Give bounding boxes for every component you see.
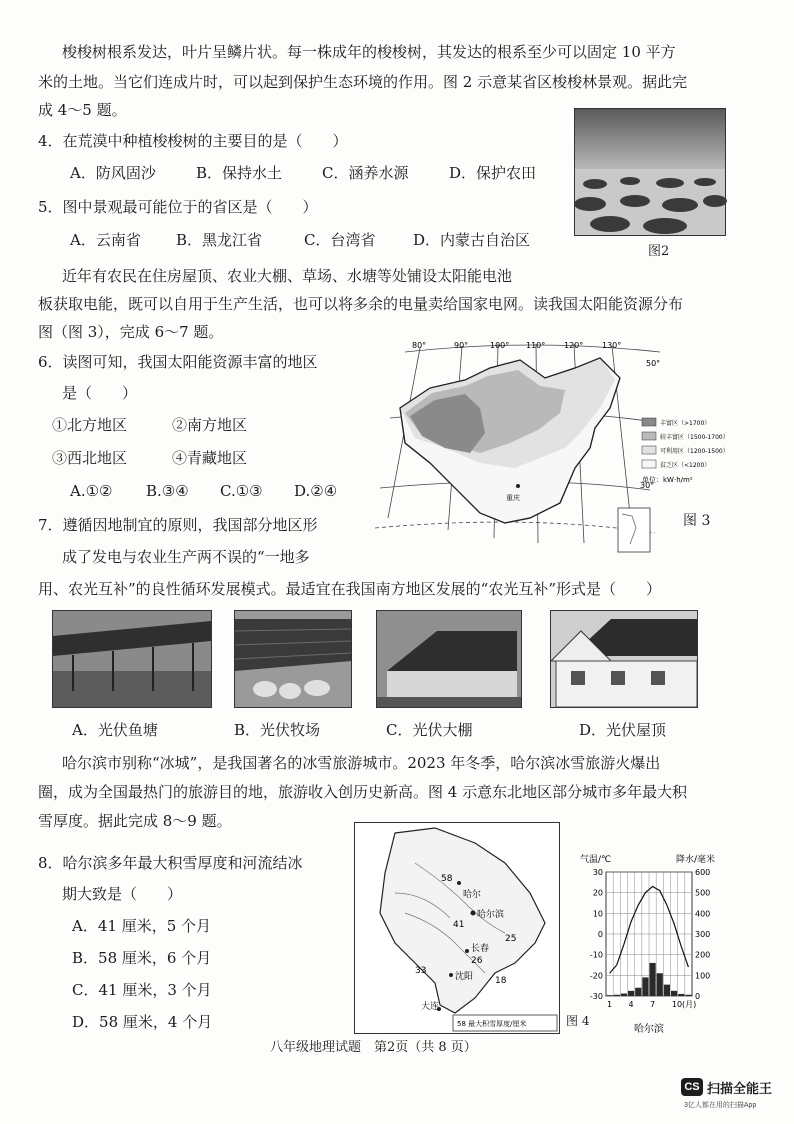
left-tick-label: -20: [589, 971, 603, 981]
map-value: 41: [453, 920, 465, 930]
pv-pasture-photo: [234, 610, 352, 708]
intro-text-line: 哈尔滨市别称“冰城”，是我国著名的冰雪旅游城市。2023 年冬季，哈尔滨冰雪旅游火爆出: [62, 754, 661, 772]
left-tick-label: -10: [589, 950, 603, 960]
intro-text-line: 图（图 3），完成 6～7 题。: [38, 323, 224, 341]
right-tick-label: 400: [695, 909, 711, 919]
q5-option-c: C．台湾省: [304, 231, 376, 249]
q5-option-b: B．黑龙江省: [176, 231, 263, 249]
q8-option-d: D．58 厘米，4 个月: [72, 1013, 213, 1031]
pv-fishpond-photo: [52, 610, 212, 708]
q6-item-1: ①北方地区: [52, 416, 128, 434]
pv-greenhouse-photo: [376, 610, 522, 708]
q6-option-c: C.①③: [220, 482, 263, 500]
map-value: 33: [415, 966, 427, 976]
q4-option-a: A．防风固沙: [70, 164, 156, 182]
left-tick-label: 10: [592, 909, 603, 919]
legend-poor: 贫乏区（<1200）: [660, 462, 711, 469]
question-7-stem: 用、农光互补”的良性循环发展模式。最适宜在我国南方地区发展的“农光互补”形式是（ ）: [38, 580, 662, 598]
precip-bar: [685, 995, 691, 996]
scanner-logo: CS: [681, 1078, 703, 1096]
left-tick-label: 30: [592, 868, 603, 877]
map-value: 58: [441, 874, 453, 884]
q8-option-c: C．41 厘米，3 个月: [72, 981, 212, 999]
intro-text-line: 圈，成为全国最热门的旅游目的地，旅游收入创历史新高。图 4 示意东北地区部分城市多年最大积: [38, 783, 688, 801]
map-city-label: 沈阳: [455, 972, 474, 982]
question-7-stem: 7．遵循因地制宜的原则，我国部分地区形: [38, 516, 318, 534]
question-8-stem: 期大致是（ ）: [62, 885, 183, 903]
map-city-label: 哈尔: [463, 890, 482, 900]
intro-text-line: 板获取电能，既可以自用于生产生活，也可以将多余的电量卖给国家电网。读我国太阳能资源分布: [38, 295, 684, 313]
map-value: 25: [505, 934, 517, 944]
intro-text-line: 米的土地。当它们连成片时，可以起到保护生态环境的作用。图 2 示意某省区梭梭林景观。据此完: [38, 73, 688, 91]
q5-option-a: A．云南省: [70, 231, 141, 249]
question-6-stem: 6．读图可知，我国太阳能资源丰富的地区: [38, 353, 318, 371]
x-tick-label: 10(月): [671, 1000, 697, 1009]
northeast-snow-map: [354, 822, 560, 1034]
precip-bar: [642, 977, 648, 996]
precip-bar: [621, 994, 627, 996]
question-7-stem: 成了发电与农业生产两不误的“一地多: [62, 548, 310, 566]
precip-bar: [628, 991, 634, 996]
q7-option-c: C．光伏大棚: [386, 721, 473, 739]
map-value: 18: [495, 976, 507, 986]
lon-label: 80°: [412, 341, 427, 350]
precip-bar: [635, 988, 641, 996]
q8-option-a: A．41 厘米，5 个月: [72, 917, 211, 935]
left-tick-label: 20: [592, 888, 603, 898]
solar-resource-map: [370, 338, 729, 560]
climate-chart-title: 哈尔滨: [634, 1024, 664, 1035]
q6-option-d: D.②④: [294, 482, 338, 500]
scanner-brand: 扫描全能王: [707, 1081, 773, 1096]
q5-option-d: D．内蒙古自治区: [413, 231, 531, 249]
saxaul-forest-photo: [574, 108, 726, 236]
lon-label: 130°: [602, 341, 622, 350]
x-tick-label: 1: [607, 1000, 613, 1009]
pv-rooftop-photo: [550, 610, 698, 708]
q6-option-a: A.①②: [70, 482, 113, 500]
q4-option-d: D．保护农田: [449, 164, 537, 182]
precip-bar: [607, 995, 613, 996]
label-chongqing: 重庆: [506, 494, 520, 502]
precip-bar: [678, 994, 684, 996]
map-city-label: 哈尔滨: [477, 910, 505, 920]
right-tick-label: 600: [695, 868, 711, 877]
scanner-tagline: 3亿人都在用的扫描App: [684, 1102, 757, 1109]
x-tick-label: 4: [628, 1000, 634, 1009]
precip-bar: [664, 985, 670, 996]
lon-label: 120°: [564, 341, 584, 350]
q6-option-b: B.③④: [146, 482, 189, 500]
question-6-stem: 是（ ）: [62, 384, 138, 402]
page-footer: 八年级地理试题 第2页（共 8 页）: [270, 1040, 477, 1055]
q4-option-c: C．涵养水源: [322, 164, 409, 182]
right-axis-title: 降水/毫米: [676, 855, 716, 865]
lon-label: 90°: [454, 341, 469, 350]
intro-text-line: 成 4～5 题。: [38, 101, 127, 119]
q7-option-d: D．光伏屋顶: [579, 721, 667, 739]
right-tick-label: 300: [695, 930, 711, 939]
lon-label: 100°: [490, 341, 510, 350]
left-axis-title: 气温/℃: [580, 855, 612, 865]
right-tick-label: 200: [695, 950, 711, 960]
q6-item-2: ②南方地区: [172, 416, 248, 434]
precip-bar: [650, 963, 656, 996]
intro-text-line: 梭梭树根系发达，叶片呈鳞片状。每一株成年的梭梭树，其发达的根系至少可以固定 10 平方: [62, 43, 676, 61]
right-tick-label: 0: [695, 992, 701, 1001]
precip-bar: [614, 995, 620, 996]
map-city-label: 大连: [421, 1002, 440, 1012]
legend-rich: 丰富区（>1700）: [660, 420, 711, 427]
map-value: 26: [471, 956, 483, 966]
harbin-climate-chart: [566, 852, 736, 1036]
question-4-stem: 4．在荒漠中种植梭梭树的主要目的是（ ）: [38, 132, 348, 150]
precip-bar: [657, 973, 663, 996]
intro-text-line: 近年有农民在住房屋顶、农业大棚、草场、水塘等处铺设太阳能电池: [62, 267, 513, 285]
q4-option-b: B．保持水土: [196, 164, 283, 182]
q8-option-b: B．58 厘米，6 个月: [72, 949, 212, 967]
question-8-stem: 8．哈尔滨多年最大积雪厚度和河流结冰: [38, 854, 303, 872]
legend-unit: 单位：kW·h/m²: [642, 476, 693, 484]
lat-label: 30°: [640, 481, 655, 490]
left-tick-label: 0: [597, 930, 603, 939]
lon-label: 110°: [526, 341, 546, 350]
figure-2-caption: 图2: [648, 244, 670, 259]
x-tick-label: 7: [650, 1000, 656, 1009]
left-tick-label: -30: [589, 992, 603, 1001]
q7-option-a: A．光伏鱼塘: [72, 721, 158, 739]
map-city-label: 长春: [471, 944, 490, 954]
lat-label: 50°: [646, 359, 661, 368]
q7-option-b: B．光伏牧场: [234, 721, 321, 739]
figure-3-caption: 图 3: [683, 513, 711, 529]
q6-item-4: ④青藏地区: [172, 449, 248, 467]
map-legend: 58 最大积雪厚度/厘米: [457, 1020, 527, 1028]
right-tick-label: 100: [695, 971, 711, 981]
right-tick-label: 500: [695, 888, 711, 898]
figure-4-caption: 图 4: [566, 1014, 590, 1028]
precip-bar: [671, 991, 677, 996]
q6-item-3: ③西北地区: [52, 449, 128, 467]
legend-usable: 可利用区（1200-1500）: [660, 448, 729, 455]
legend-fairly-rich: 较丰富区（1500-1700）: [660, 434, 729, 441]
question-5-stem: 5．图中景观最可能位于的省区是（ ）: [38, 198, 318, 216]
intro-text-line: 雪厚度。据此完成 8～9 题。: [38, 812, 232, 830]
